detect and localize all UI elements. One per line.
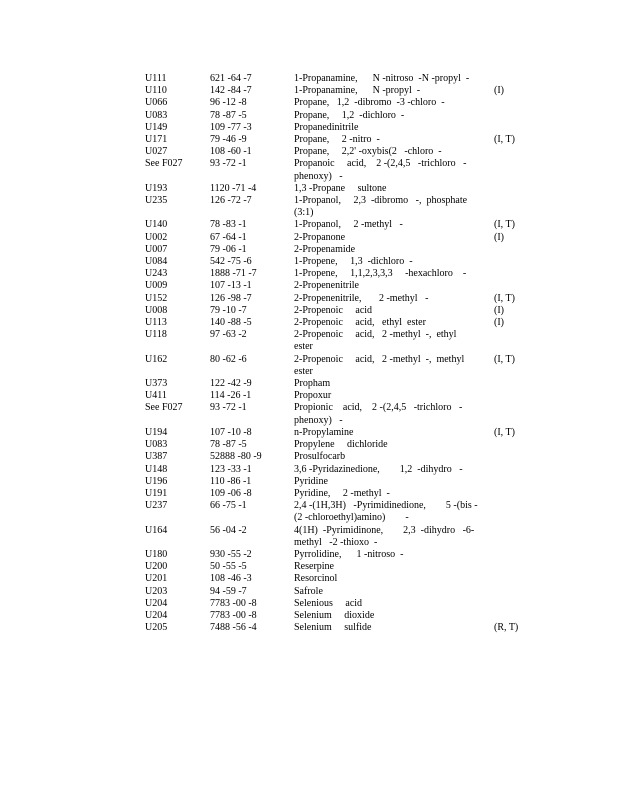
chemical-name: 1-Propanol, 2 -methyl - [294,219,403,231]
chemical-name: Propoxur [294,390,332,402]
hazard-code: (I) [494,317,504,329]
cas-number: 930 -55 -2 [210,548,252,560]
table-row [145,244,575,256]
chemical-name: 2-Propenoic acid [294,304,373,316]
cas-number: 94 -59 -7 [210,585,247,597]
waste-code: U083 [145,109,168,121]
table-row [145,488,575,500]
chemical-name: Reserpine [294,561,334,573]
table-row [145,390,575,402]
hazard-code: (I, T) [494,426,515,438]
chemical-name: 2-Propanone [294,231,346,243]
chemical-name: Propham [294,378,331,390]
table-row [145,610,575,622]
cas-number: 96 -12 -8 [210,97,247,109]
waste-code: U204 [145,597,168,609]
hazard-code: (I) [494,304,504,316]
cas-number: 66 -75 -1 [210,500,247,512]
cas-number: 114 -26 -1 [210,390,252,402]
cas-number: 78 -83 -1 [210,219,247,231]
cas-number: 107 -13 -1 [210,280,252,292]
waste-code: U200 [145,561,168,573]
cas-number: 7783 -00 -8 [210,597,257,609]
cas-number: 80 -62 -6 [210,353,247,365]
table-row [145,158,575,182]
table-row [145,97,575,109]
chemical-name: 1-Propanamine, N -nitroso -N -propyl - [294,73,470,84]
cas-number: 110 -86 -1 [210,475,252,487]
chemical-name: 2-Propenenitrile [294,280,359,292]
waste-code: U110 [145,85,167,97]
waste-code: U027 [145,146,168,158]
waste-code: U008 [145,304,168,316]
table-row [145,500,575,524]
cas-number: 7783 -00 -8 [210,609,257,621]
cas-number: 79 -06 -1 [210,243,247,255]
cas-number: 109 -77 -3 [210,121,252,133]
chemical-name: Propylene dichloride [294,439,388,451]
cas-number: 542 -75 -6 [210,256,252,268]
waste-code: See F027 [145,158,183,170]
waste-code: See F027 [145,402,183,414]
hazardous-waste-table [145,73,575,634]
hazard-code: (R, T) [494,622,519,634]
table-row [145,85,575,97]
table-row [145,622,575,634]
hazard-code: (I, T) [494,353,515,365]
chemical-name: Pyridine, 2 -methyl - [294,487,390,499]
cas-number: 52888 -80 -9 [210,451,262,463]
waste-code: U204 [145,609,168,621]
table-row [145,219,575,231]
chemical-name: Selenious acid [294,597,363,609]
waste-code: U194 [145,426,168,438]
cas-number: 122 -42 -9 [210,378,252,390]
table-row [145,256,575,268]
waste-code: U113 [145,317,167,329]
cas-number: 123 -33 -1 [210,463,252,475]
chemical-name: 2,4 -(1H,3H) -Pyrimidinedione, 5 -(bis - (2 -chloroethyl)amino) - [294,500,478,524]
table-row [145,598,575,610]
waste-code: U111 [145,73,167,84]
chemical-name: 3,6 -Pyridazinedione, 1,2 -dihydro - [294,463,463,475]
cas-number: 621 -64 -7 [210,73,252,84]
waste-code: U237 [145,500,168,512]
cas-number: 109 -06 -8 [210,487,252,499]
chemical-name: 2-Propenoic acid, 2 -methyl -, methyl ester [294,353,465,377]
table-row [145,427,575,439]
chemical-name: Resorcinol [294,573,338,585]
waste-code: U171 [145,134,168,146]
table-row [145,195,575,219]
waste-code: U164 [145,524,168,536]
cas-number: 7488 -56 -4 [210,622,257,634]
waste-code: U387 [145,451,168,463]
waste-code: U009 [145,280,168,292]
chemical-name: Propanedinitrile [294,121,359,133]
cas-number: 140 -88 -5 [210,317,252,329]
chemical-name: 1-Propanamine, N -propyl - [294,85,421,97]
chemical-name: Pyrrolidine, 1 -nitroso - [294,548,404,560]
chemical-name: 2-Propenoic acid, ethyl ester [294,317,426,329]
cas-number: 56 -04 -2 [210,524,247,536]
cas-number: 107 -10 -8 [210,426,252,438]
waste-code: U203 [145,585,168,597]
chemical-name: Propane, 2,2' -oxybis(2 -chloro - [294,146,442,158]
chemical-name: Propane, 1,2 -dibromo -3 -chloro - [294,97,445,109]
chemical-name: Selenium dioxide [294,609,375,621]
hazard-code: (I) [494,85,504,97]
cas-number: 78 -87 -5 [210,109,247,121]
hazard-code: (I) [494,231,504,243]
cas-number: 1120 -71 -4 [210,182,257,194]
cas-number: 79 -46 -9 [210,134,247,146]
cas-number: 93 -72 -1 [210,158,247,170]
waste-code: U007 [145,243,168,255]
waste-code: U373 [145,378,168,390]
table-row [145,232,575,244]
cas-number: 108 -60 -1 [210,146,252,158]
table-row [145,317,575,329]
waste-code: U083 [145,439,168,451]
chemical-name: Selenium sulfide [294,622,372,634]
table-row [145,122,575,134]
chemical-name: 2-Propenamide [294,243,356,255]
table-row [145,293,575,305]
table-row [145,402,575,426]
chemical-name: 2-Propenenitrile, 2 -methyl - [294,292,429,304]
chemical-name: Prosulfocarb [294,451,346,463]
hazard-code: (I, T) [494,292,515,304]
waste-code: U411 [145,390,167,402]
waste-code: U118 [145,329,167,341]
table-row [145,354,575,378]
cas-number: 50 -55 -5 [210,561,247,573]
cas-number: 79 -10 -7 [210,304,247,316]
chemical-name: Pyridine [294,475,328,487]
table-row [145,268,575,280]
chemical-name: Propane, 1,2 -dichloro - [294,109,405,121]
table-row [145,439,575,451]
cas-number: 126 -98 -7 [210,292,252,304]
table-row [145,573,575,585]
waste-code: U201 [145,573,168,585]
waste-code: U066 [145,97,168,109]
chemical-name: 1-Propene, 1,1,2,3,3,3 -hexachloro - [294,268,467,280]
chemical-name: n-Propylamine [294,426,354,438]
cas-number: 142 -84 -7 [210,85,252,97]
cas-number: 1888 -71 -7 [210,268,257,280]
table-row [145,378,575,390]
table-row [145,280,575,292]
waste-code: U180 [145,548,168,560]
chemical-name: Propionic acid, 2 -(2,4,5 -trichloro - phenoxy) - [294,402,463,426]
waste-code: U002 [145,231,168,243]
chemical-name: 1-Propene, 1,3 -dichloro - [294,256,413,268]
chemical-name: 2-Propenoic acid, 2 -methyl -, ethyl ester [294,329,457,353]
table-row [145,110,575,122]
cas-number: 93 -72 -1 [210,402,247,414]
cas-number: 126 -72 -7 [210,195,252,207]
waste-code: U235 [145,195,168,207]
cas-number: 108 -46 -3 [210,573,252,585]
chemical-name: 1-Propanol, 2,3 -dibromo -, phosphate (3:1) [294,195,468,219]
table-row [145,451,575,463]
table-row [145,549,575,561]
cas-number: 97 -63 -2 [210,329,247,341]
chemical-name: 4(1H) -Pyrimidinone, 2,3 -dihydro -6- methyl -2 -thioxo - [294,524,475,548]
waste-code: U084 [145,256,168,268]
table-row [145,305,575,317]
waste-code: U149 [145,121,168,133]
table-row [145,586,575,598]
waste-code: U193 [145,182,168,194]
waste-code: U140 [145,219,168,231]
waste-code: U196 [145,475,168,487]
waste-code: U205 [145,622,168,634]
chemical-name: Safrole [294,585,323,597]
chemical-name: Propane, 2 -nitro - [294,134,380,146]
table-row [145,561,575,573]
waste-code: U148 [145,463,168,475]
table-row [145,73,575,85]
cas-number: 78 -87 -5 [210,439,247,451]
waste-code: U162 [145,353,168,365]
table-row [145,464,575,476]
chemical-name: Propanoic acid, 2 -(2,4,5 -trichloro - phenoxy) - [294,158,467,182]
waste-code: U243 [145,268,168,280]
table-row [145,525,575,549]
table-row [145,134,575,146]
table-row [145,146,575,158]
hazard-code: (I, T) [494,134,515,146]
table-row [145,329,575,353]
table-row [145,476,575,488]
chemical-name: 1,3 -Propane sultone [294,182,387,194]
hazard-code: (I, T) [494,219,515,231]
table-row [145,183,575,195]
waste-code: U191 [145,487,168,499]
cas-number: 67 -64 -1 [210,231,247,243]
waste-code: U152 [145,292,168,304]
